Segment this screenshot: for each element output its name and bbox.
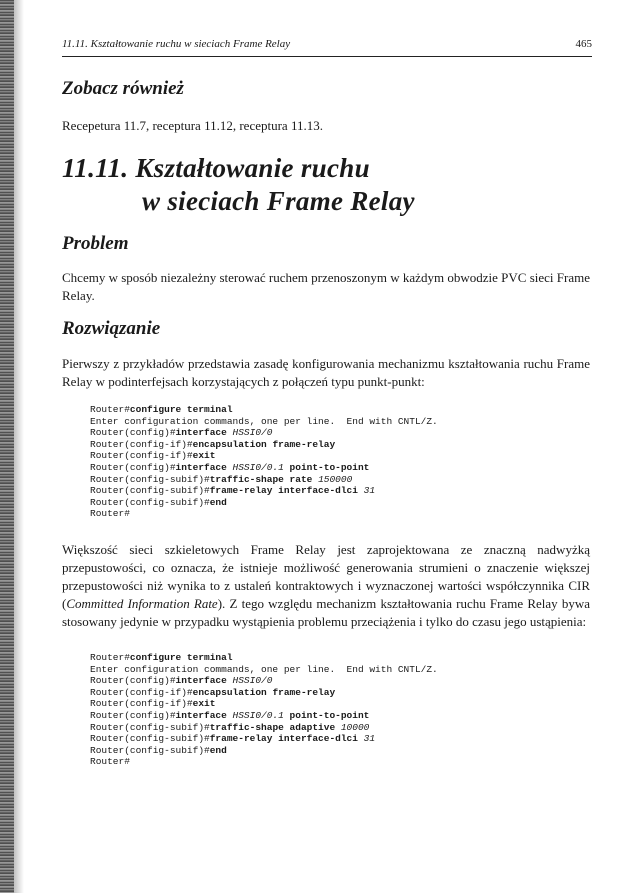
- code-line: [90, 404, 438, 416]
- cir-expansion: Committed Information Rate: [66, 596, 218, 611]
- code-prompt: Router#: [90, 404, 130, 415]
- code-cmd: traffic-shape adaptive: [209, 721, 341, 733]
- page-number: 465: [575, 38, 592, 50]
- solution-middle-text: [62, 541, 590, 631]
- code-prompt: Router(config-subif)#: [90, 496, 210, 508]
- code-prompt: Router(config-if)#: [90, 450, 193, 462]
- see-also-text: Recepetura 11.7, receptura 11.12, receptura 11.13.: [62, 118, 323, 133]
- header-rule: [62, 56, 592, 57]
- code-cmd: interface: [175, 709, 233, 721]
- problem-heading: Problem: [62, 233, 129, 254]
- middle-text-before: Większość sieci szkieletowych Frame Relay jest zaprojektowana ze znaczną nadwyżką przepustowości, co oznacza, że istnieje możliwość generowania strumieni o znaczenie większej przepustowości niż wynika to z ustaleń kontraktowych i wyznaczonej wartości współczynnika CIR (: [62, 542, 590, 611]
- code-prompt: Router(config-subif)#: [90, 733, 210, 745]
- code-arg: HSSI0/0: [232, 427, 273, 439]
- code-line: [90, 722, 438, 734]
- code-prompt: Router(config)#: [90, 675, 176, 687]
- see-also-heading: Zobacz również: [62, 78, 184, 99]
- code-line: [90, 427, 438, 439]
- code-prompt: Router(config-if)#: [90, 698, 193, 710]
- code-line: [90, 687, 438, 699]
- chapter-title-line1: 11.11. Kształtowanie ruchu: [62, 153, 370, 183]
- code-line: [90, 756, 438, 768]
- code-listing-2: [90, 652, 438, 768]
- code-arg: 31: [363, 733, 376, 745]
- code-line: [90, 462, 438, 474]
- code-cmd: exit: [192, 450, 216, 462]
- problem-text: Chcemy w sposób niezależny sterować ruchem przenoszonym w każdym obwodzie PVC sieci Frame Relay.: [62, 270, 590, 303]
- book-binding-edge: [0, 0, 14, 893]
- code-arg: 10000: [340, 721, 370, 733]
- code-cmd: encapsulation frame-relay: [192, 438, 336, 450]
- code-prompt: Router(config-if)#: [90, 686, 193, 698]
- code-line: [90, 416, 438, 428]
- code-cmd: exit: [192, 698, 216, 710]
- code-cmd: interface: [175, 675, 233, 687]
- code-line: [90, 450, 438, 462]
- code-line: [90, 652, 438, 664]
- code-cmd: frame-relay interface-dlci: [209, 485, 364, 497]
- code-cmd: encapsulation frame-relay: [192, 686, 336, 698]
- middle-text-after: ). Z tego względu mechanizm kształtowania ruchu Frame Relay bywa stosowany jedynie w przypadku wystąpienia problemu przeciążenia i tylko do czasu jego ustąpienia:: [62, 596, 590, 629]
- code-line: [90, 675, 438, 687]
- code-prompt: Router(config)#: [90, 461, 176, 473]
- code-prompt: Router(config)#: [90, 709, 176, 721]
- code-line: [90, 733, 438, 745]
- code-cmd2: point-to-point: [283, 461, 370, 473]
- code-arg: HSSI0/0.1: [232, 709, 284, 721]
- code-line: [90, 474, 438, 486]
- code-prompt: Router(config-if)#: [90, 438, 193, 450]
- code-listing-1: [90, 404, 438, 520]
- code-prompt: Router#: [90, 508, 130, 520]
- code-prompt: Router#: [90, 652, 130, 663]
- code-text: Enter configuration commands, one per line. End with CNTL/Z.: [90, 415, 438, 427]
- code-arg: HSSI0/0: [232, 675, 273, 687]
- code-prompt: Router(config)#: [90, 427, 176, 439]
- code-prompt: Router#: [90, 756, 130, 768]
- solution-intro: Pierwszy z przykładów przedstawia zasadę konfigurowania mechanizmu kształtowania ruchu Frame Relay w podinterfejsach korzystających z połączeń typu punkt-punkt:: [62, 356, 590, 389]
- code-cmd: end: [209, 496, 227, 508]
- running-head-title: 11.11. Kształtowanie ruchu w sieciach Frame Relay: [62, 38, 291, 50]
- code-prompt: Router(config-subif)#: [90, 744, 210, 756]
- code-cmd2: point-to-point: [283, 709, 370, 721]
- code-prompt: Router(config-subif)#: [90, 473, 210, 485]
- code-line: [90, 664, 438, 676]
- code-prompt: Router(config-subif)#: [90, 721, 210, 733]
- code-line: [90, 497, 438, 509]
- code-line: [90, 745, 438, 757]
- code-line: [90, 698, 438, 710]
- code-cmd: interface: [175, 461, 233, 473]
- code-cmd: configure terminal: [129, 404, 233, 415]
- code-line: [90, 439, 438, 451]
- code-arg: 31: [363, 485, 376, 497]
- code-prompt: Router(config-subif)#: [90, 485, 210, 497]
- code-line: [90, 485, 438, 497]
- solution-heading: Rozwiązanie: [62, 318, 161, 339]
- code-cmd: traffic-shape rate: [209, 473, 319, 485]
- code-line: [90, 710, 438, 722]
- code-arg: 150000: [318, 473, 353, 485]
- code-line: [90, 508, 438, 520]
- chapter-title-line2: w sieciach Frame Relay: [142, 186, 415, 216]
- code-cmd: interface: [175, 427, 233, 439]
- code-text: Enter configuration commands, one per line. End with CNTL/Z.: [90, 663, 438, 675]
- code-cmd: frame-relay interface-dlci: [209, 733, 364, 745]
- code-cmd: end: [209, 744, 227, 756]
- code-arg: HSSI0/0.1: [232, 461, 284, 473]
- code-cmd: configure terminal: [129, 652, 233, 663]
